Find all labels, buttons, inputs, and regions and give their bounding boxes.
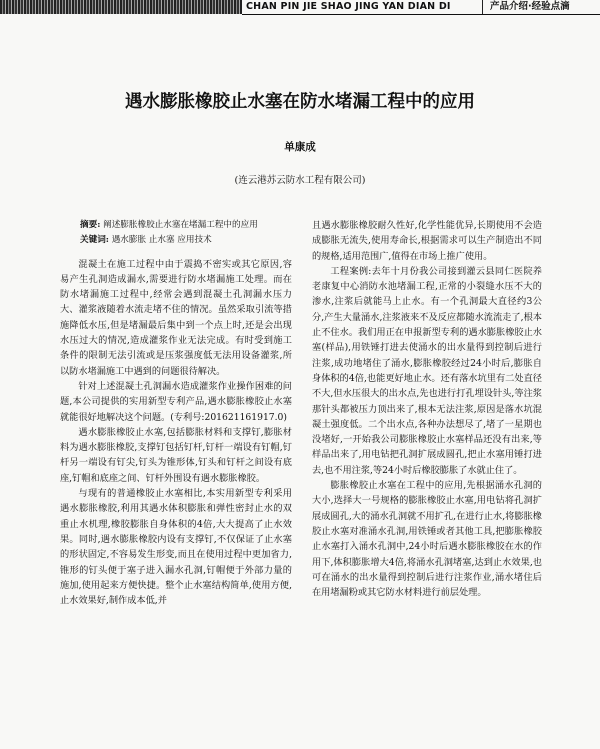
keywords-label: 关键词:	[80, 235, 109, 246]
body-paragraph: 且遇水膨胀橡胶耐久性好,化学性能优异,长期使用不会造成膨胀无流失,使用寿命长,根据需求可以生产制造出不同的规格,适用范围广,值得在市场上推广使用。	[312, 220, 542, 262]
keywords-text: 遇水膨胀 止水塞 应用技术	[111, 235, 212, 246]
body-paragraph: 膨胀橡胶止水塞在工程中的应用,先根据涌水孔洞的大小,选择大一号规格的膨胀橡胶止水塞,用电钻将孔洞扩展成圆孔,大的涌水孔洞就不用扩孔,在进行止水,将膨胀橡胶止水塞对准涌水孔洞,用铁锤或者其他工具,把膨胀橡胶止水塞打入涌水孔洞中,24小时后遇水膨胀橡胶在水的作用下,体积膨胀增大4倍,将涌水孔洞堵塞,达到止水效果,也可在涌水的出水量得到控制后进行注浆作业,涌水堵住后在用堵漏粉或其它防水材料进行前层处理。	[312, 480, 542, 599]
body-paragraph: 遇水膨胀橡胶止水塞,包括膨胀材料和支撑钉,膨胀材料为遇水膨胀橡胶,支撑钉包括钉杆,钉杆一端设有钉帽,钉杆另一端设有钉尖,钉头为锥形体,钉头和钉杆之间设有底座,钉帽和底座之间、钉杆外围设有遇水膨胀橡胶。	[60, 426, 292, 484]
article-author: 单康成	[284, 141, 316, 153]
body-paragraph: 工程案例:去年十月份我公司接到灌云县同仁医院养老康复中心消防水池堵漏工程,正常的小裂缝水压不大的渗水,注浆后就能马上止水。有一个孔洞最大直径约3公分,产生大量涌水,注浆液来不及反应都随水流流走了,根本止不住水。我们用正在申报新型专利的遇水膨胀橡胶止水塞(样品),用铁锤打进去使涌水的出水量得到控制后进行注浆,成功地堵住了涌水,膨胀橡胶经过24小时后,膨胀自身体积的4倍,也能更好地止水。还有落水坑里有二处直径不大,但水压很大的出水点,先也进行打孔埋设针头,等注浆那针头都被压力顶出来了,根本无法注浆,原因是落水坑混凝土强度低。二个出水点,各种办法想尽了,堵了一星期也没堵好,一开始我公司膨胀橡胶止水塞样品还没有出来,等样品出来了,用电钻把孔洞扩展成圆孔,把止水塞用锤打进去,也不用注浆,等24小时后橡胶膨胀了水就止住了。	[312, 265, 542, 476]
body-paragraph: 混凝土在施工过程中由于震捣不密实或其它原因,容易产生孔洞造成漏水,需要进行防水堵漏施工处理。而在防水堵漏施工过程中,经常会遇到混凝土孔洞漏水压力大、灌浆液随着水流走堵不住的情况。虽然采取引流等措施降低水压,但是堵漏最后集中到一个点上时,还是会出现水压过大的情况,造成灌浆作业无法完成。有时受到施工条件的限制无法引流或是压浆强度低无法用设备灌浆,所以防水堵漏施工中遇到的问题很待解决。	[60, 258, 292, 377]
right-column	[312, 218, 542, 600]
body-paragraph: 针对上述混凝土孔洞漏水造成灌浆作业操作困难的问题,本公司提供的实用新型专利产品,遇水膨胀橡胶止水塞就能很好地解决这个问题。(专利号:201621161917.0)	[60, 380, 292, 423]
abstract-text: 阐述膨胀橡胶止水塞在堵漏工程中的应用	[103, 220, 258, 230]
header-pinyin: CHAN PIN JIE SHAO JING YAN DIAN DI	[246, 1, 451, 12]
abstract-label: 摘要:	[80, 220, 101, 230]
page-header	[0, 0, 600, 14]
header-rule	[242, 14, 600, 15]
header-stripe-decoration	[0, 0, 242, 14]
header-divider	[482, 0, 483, 14]
article-title: 遇水膨胀橡胶止水塞在防水堵漏工程中的应用	[125, 92, 475, 112]
body-paragraph: 与现有的普通橡胶止水塞相比,本实用新型专利采用遇水膨胀橡胶,利用其遇水体积膨胀和弹性密封止水的双重止水机理,橡胶膨胀自身体积的4倍,大大提高了止水效果。同时,遇水膨胀橡胶内设有支撑钉,不仅保证了止水塞的形状固定,不容易发生形变,而且在使用过程中更加省力,锥形的钉头便于塞子进入漏水孔洞,钉帽便于外部力量的施加,使用起来方便快捷。整个止水塞结构简单,使用方便,止水效果好,制作成本低,并	[60, 488, 292, 607]
header-column-name: 产品介绍·经验点滴	[490, 1, 570, 12]
keywords	[80, 233, 292, 248]
abstract	[80, 218, 292, 233]
article-affiliation: (连云港苏云防水工程有限公司)	[234, 175, 366, 186]
left-column	[60, 218, 292, 608]
